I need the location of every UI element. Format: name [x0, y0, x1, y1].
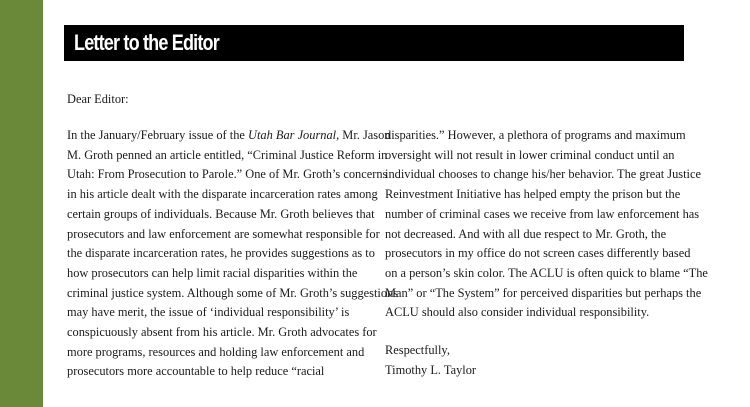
body-line: In the January/February issue of the Utah Bar Journal, Mr. Jason [67, 128, 391, 142]
body-line: how prosecutors can help limit racial disparities within the [67, 265, 358, 280]
letter-salutation: Dear Editor: [67, 92, 129, 106]
section-title: Letter to the Editor [74, 30, 219, 55]
body-line: oversight will not result in lower criminal conduct until an [385, 147, 675, 162]
body-line: M. Groth penned an article entitled, “Criminal Justice Reform in [67, 147, 388, 162]
body-line: in his article dealt with the disparate incarceration rates among [67, 187, 378, 202]
body-line: prosecutors more accountable to help reduce “racial [67, 364, 325, 379]
journal-title: Utah Bar Journal [248, 128, 337, 142]
body-line: the disparate incarceration rates, he provides suggestions as to [67, 246, 375, 261]
letter-closing: Respectfully, [385, 343, 450, 357]
body-line: disparities.” However, a plethora of programs and maximum [385, 128, 686, 142]
green-side-bar [0, 0, 43, 407]
section-banner [64, 25, 684, 61]
letter-body-right-column [385, 126, 708, 323]
body-line: more programs, resources and holding law enforcement and [67, 344, 365, 359]
letter-signoff [385, 340, 476, 380]
body-line: prosecutors in my office do not screen cases differently based [385, 246, 691, 261]
body-line: individual chooses to change his/her behavior. The great Justice [385, 167, 701, 182]
body-line: may have merit, the issue of ‘individual responsibility’ is [67, 305, 350, 320]
body-line: on a person’s skin color. The ACLU is often quick to blame “The [385, 265, 708, 280]
body-line: ACLU should also consider individual responsibility. [385, 305, 650, 320]
body-line: number of criminal cases we receive from law enforcement has [385, 206, 700, 221]
body-line: not decreased. And with all due respect to Mr. Groth, the [385, 226, 667, 241]
letter-body-left-column [67, 126, 399, 382]
body-line: Utah: From Prosecution to Parole.” One of Mr. Groth’s concerns [67, 167, 388, 182]
body-line: Reinvestment Initiative has helped empty the prison but the [385, 187, 681, 202]
body-line: prosecutors and law enforcement are somewhat responsible for [67, 226, 380, 241]
body-line: Man” or “The System” for perceived disparities but perhaps the [385, 285, 702, 300]
body-line: conspicuously absent from his article. Mr. Groth advocates for [67, 325, 377, 340]
letter-signature: Timothy L. Taylor [385, 363, 477, 377]
body-line: criminal justice system. Although some of Mr. Groth’s suggestions [67, 285, 399, 300]
body-line: certain groups of individuals. Because Mr. Groth believes that [67, 206, 375, 221]
